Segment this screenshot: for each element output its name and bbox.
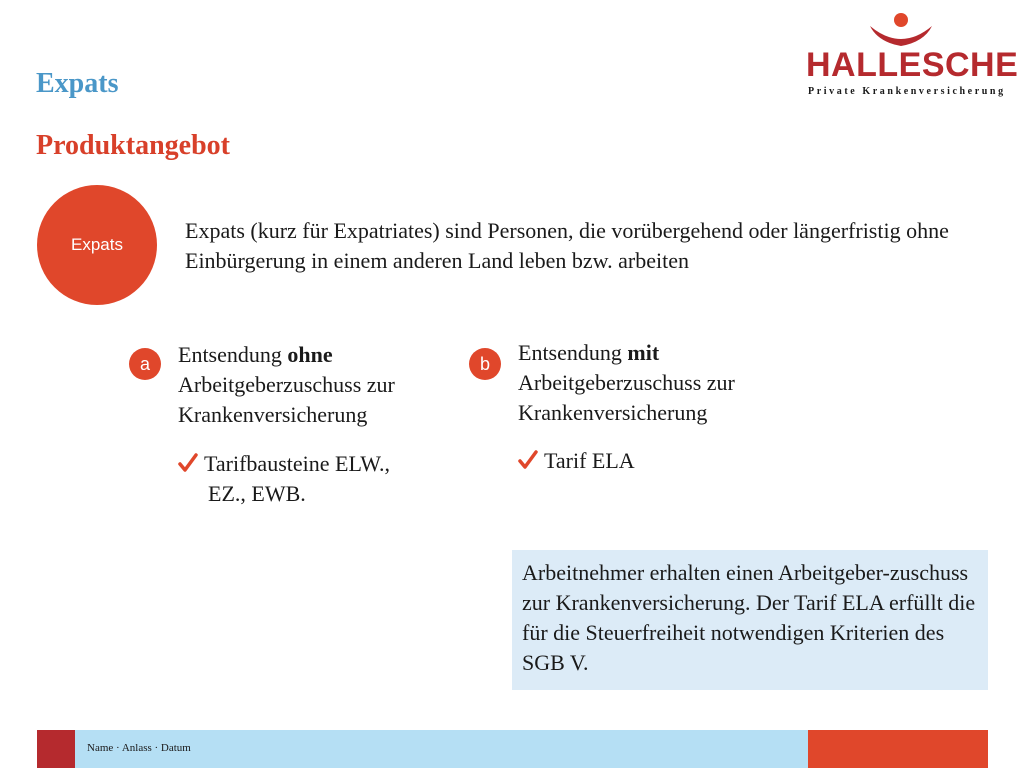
info-box [512, 550, 988, 690]
checkmark-icon [178, 453, 198, 473]
option-a-line2: Arbeitgeberzuschuss zur [178, 372, 395, 397]
option-b-badge-label: b [479, 353, 490, 374]
option-b-badge [469, 348, 501, 380]
option-b-emphasis: mit [627, 340, 660, 365]
option-a-line1-prefix: Entsendung [178, 342, 288, 367]
page-subtitle: Produktangebot [36, 130, 230, 161]
option-b-description [518, 338, 818, 428]
option-a-badge [129, 348, 161, 380]
footer-red-block-left [37, 730, 75, 768]
intro-text: Expats (kurz für Expatriates) sind Personen, die vorübergehend oder längerfristig ohne Einbürgerung in einem anderen Land leben bzw. arbeiten [185, 218, 949, 273]
checkmark-icon [518, 450, 538, 470]
hallesche-logo [806, 12, 1019, 102]
option-a-item-line2: EZ., EWB. [208, 481, 306, 506]
page-title: Expats [36, 68, 119, 99]
option-a-item-line1: Tarifbausteine ELW., [204, 451, 391, 476]
option-a-item [178, 449, 458, 509]
logo-subtitle: Private Krankenversicherung [808, 86, 1006, 97]
option-a-description [178, 340, 478, 430]
option-a-line3: Krankenversicherung [178, 402, 368, 427]
footer-bar [37, 730, 988, 768]
expats-circle-label: Expats [71, 235, 123, 254]
option-b-line3: Krankenversicherung [518, 400, 708, 425]
option-b-item [518, 446, 635, 476]
footer-text: Name · Anlass · Datum [87, 742, 191, 754]
option-b-line2: Arbeitgeberzuschuss zur [518, 370, 735, 395]
option-a-emphasis: ohne [287, 342, 333, 367]
logo-name: HALLESCHE [806, 46, 1019, 84]
expats-circle [37, 185, 157, 305]
info-box-text: Arbeitnehmer erhalten einen Arbeitgeber-zuschuss zur Krankenversicherung. Der Tarif ELA erfüllt die für die Steuerfreiheit notwendigen Kriterien des SGB V. [522, 560, 976, 675]
option-b-item-line1: Tarif ELA [544, 448, 635, 473]
footer-red-block-right [808, 730, 988, 768]
option-a-badge-label: a [139, 353, 150, 374]
option-b-line1-prefix: Entsendung [518, 340, 628, 365]
